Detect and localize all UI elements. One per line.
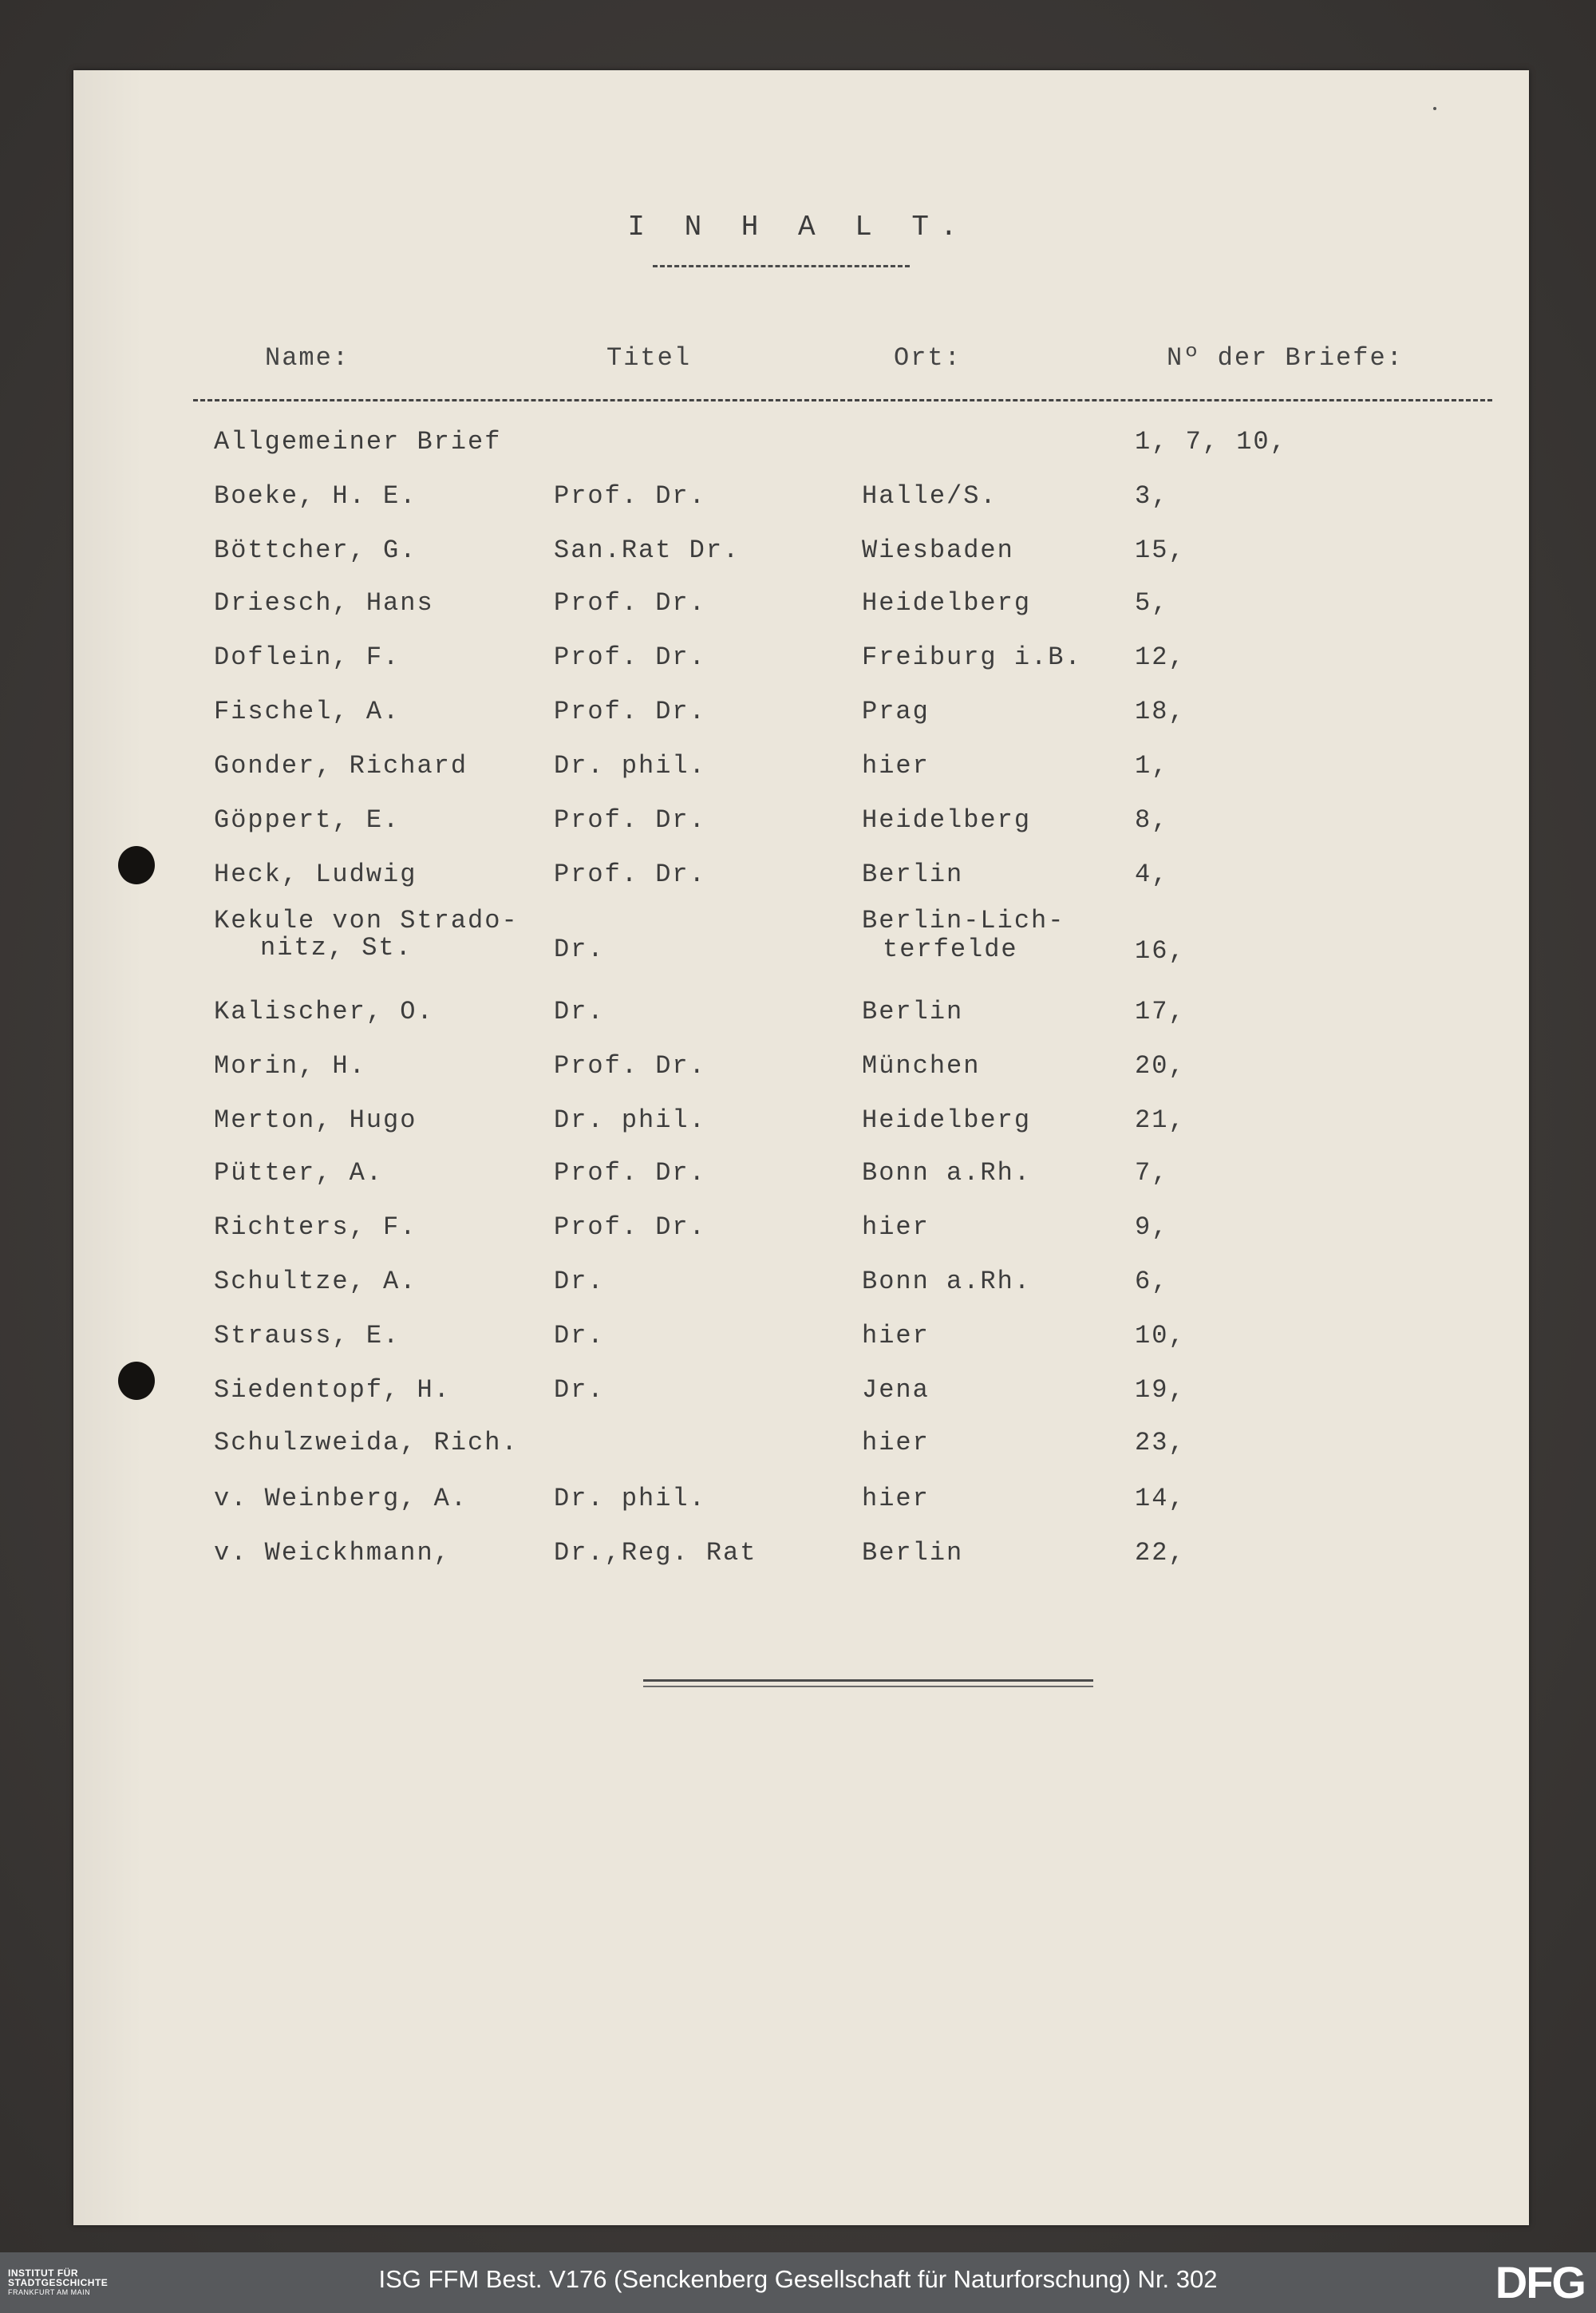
punch-hole-top xyxy=(118,846,155,884)
row-titel: Prof. Dr. xyxy=(554,805,706,835)
row-briefe: 9, xyxy=(1135,1212,1169,1242)
row-ort: Halle/S. xyxy=(862,481,998,511)
paper-speck xyxy=(1433,107,1436,110)
institute-line-2: STADTGESCHICHTE xyxy=(8,2277,109,2288)
row-ort: Jena xyxy=(862,1375,930,1405)
row-name: Fischel, A. xyxy=(214,697,401,726)
row-ort: Prag xyxy=(862,697,930,726)
row-ort: Bonn a.Rh. xyxy=(862,1158,1032,1188)
row-name: Doflein, F. xyxy=(214,642,401,672)
row-ort: hier xyxy=(862,1321,930,1350)
row-ort: Berlin xyxy=(862,1538,964,1568)
row-name: Schultze, A. xyxy=(214,1267,417,1296)
row-titel: San.Rat Dr. xyxy=(554,536,741,565)
row-briefe: 19, xyxy=(1135,1375,1186,1405)
punch-hole-bottom xyxy=(118,1362,155,1400)
row-ort-continued: terfelde xyxy=(883,935,1018,964)
row-name-continued: nitz, St. xyxy=(260,933,413,963)
row-name: Göppert, E. xyxy=(214,805,401,835)
row-titel: Dr. xyxy=(554,1267,605,1296)
header-ort: Ort: xyxy=(894,343,962,373)
row-briefe: 5, xyxy=(1135,588,1169,618)
row-name: Siedentopf, H. xyxy=(214,1375,451,1405)
row-name: Richters, F. xyxy=(214,1212,417,1242)
row-titel: Dr. phil. xyxy=(554,751,706,781)
row-titel: Prof. Dr. xyxy=(554,860,706,889)
row-briefe: 23, xyxy=(1135,1428,1186,1457)
row-briefe: 7, xyxy=(1135,1158,1169,1188)
row-ort: Heidelberg xyxy=(862,588,1032,618)
row-ort: Bonn a.Rh. xyxy=(862,1267,1032,1296)
document-page xyxy=(73,70,1529,2225)
row-titel: Prof. Dr. xyxy=(554,1051,706,1081)
row-name: Driesch, Hans xyxy=(214,588,434,618)
row-briefe: 12, xyxy=(1135,642,1186,672)
row-name: Kalischer, O. xyxy=(214,997,434,1026)
row-titel: Prof. Dr. xyxy=(554,1212,706,1242)
row-ort: hier xyxy=(862,1484,930,1513)
header-rule xyxy=(193,399,1492,401)
title-underline xyxy=(653,265,910,267)
row-briefe: 15, xyxy=(1135,536,1186,565)
row-ort: Berlin xyxy=(862,860,964,889)
row-name: Schulzweida, Rich. xyxy=(214,1428,519,1457)
row-name: Merton, Hugo xyxy=(214,1105,417,1135)
row-briefe: 17, xyxy=(1135,997,1186,1026)
closing-rule-second xyxy=(643,1686,1093,1687)
row-titel: Dr. xyxy=(554,935,605,964)
row-name: Strauss, E. xyxy=(214,1321,401,1350)
row-name: Allgemeiner Brief xyxy=(214,427,502,457)
row-briefe: 4, xyxy=(1135,860,1169,889)
row-briefe: 10, xyxy=(1135,1321,1186,1350)
row-titel: Dr. xyxy=(554,1321,605,1350)
row-name: v. Weinberg, A. xyxy=(214,1484,468,1513)
row-briefe: 3, xyxy=(1135,481,1169,511)
row-name: Kekule von Strado- xyxy=(214,906,519,935)
row-ort: Wiesbaden xyxy=(862,536,1014,565)
row-ort: München xyxy=(862,1051,981,1081)
institute-line-1: INSTITUT FÜR xyxy=(8,2268,78,2279)
header-briefe: Nº der Briefe: xyxy=(1167,343,1404,373)
row-ort: hier xyxy=(862,1428,930,1457)
row-name: Heck, Ludwig xyxy=(214,860,417,889)
row-ort: hier xyxy=(862,1212,930,1242)
row-name: Gonder, Richard xyxy=(214,751,468,781)
row-briefe: 21, xyxy=(1135,1105,1186,1135)
document-title: I N H A L T. xyxy=(627,211,969,243)
row-titel: Dr. xyxy=(554,1375,605,1405)
row-titel: Prof. Dr. xyxy=(554,588,706,618)
row-briefe: 8, xyxy=(1135,805,1169,835)
row-briefe: 14, xyxy=(1135,1484,1186,1513)
row-briefe: 16, xyxy=(1135,936,1186,966)
row-name: Boeke, H. E. xyxy=(214,481,417,511)
header-name: Name: xyxy=(265,343,350,373)
row-briefe: 1, 7, 10, xyxy=(1135,427,1287,457)
archive-caption: ISG FFM Best. V176 (Senckenberg Gesellschaft für Naturforschung) Nr. 302 xyxy=(378,2265,1218,2293)
row-ort: Berlin xyxy=(862,997,964,1026)
row-ort: Heidelberg xyxy=(862,1105,1032,1135)
row-name: v. Weickhmann, xyxy=(214,1538,451,1568)
row-briefe: 22, xyxy=(1135,1538,1186,1568)
dfg-logo: DFG xyxy=(1495,2257,1585,2307)
row-name: Böttcher, G. xyxy=(214,536,417,565)
row-titel: Prof. Dr. xyxy=(554,1158,706,1188)
row-titel: Prof. Dr. xyxy=(554,697,706,726)
institute-line-3: FRANKFURT AM MAIN xyxy=(8,2288,91,2296)
row-briefe: 6, xyxy=(1135,1267,1169,1296)
row-ort: hier xyxy=(862,751,930,781)
row-titel: Dr.,Reg. Rat xyxy=(554,1538,757,1568)
row-titel: Dr. phil. xyxy=(554,1484,706,1513)
row-briefe: 1, xyxy=(1135,751,1169,781)
row-name: Pütter, A. xyxy=(214,1158,384,1188)
row-titel: Prof. Dr. xyxy=(554,481,706,511)
row-ort: Berlin-Lich- xyxy=(862,906,1065,935)
row-titel: Dr. phil. xyxy=(554,1105,706,1135)
row-ort: Freiburg i.B. xyxy=(862,642,1082,672)
row-briefe: 18, xyxy=(1135,697,1186,726)
closing-rule xyxy=(643,1679,1093,1682)
row-titel: Prof. Dr. xyxy=(554,642,706,672)
row-briefe: 20, xyxy=(1135,1051,1186,1081)
row-ort: Heidelberg xyxy=(862,805,1032,835)
row-titel: Dr. xyxy=(554,997,605,1026)
row-name: Morin, H. xyxy=(214,1051,366,1081)
header-titel: Titel xyxy=(606,343,692,373)
